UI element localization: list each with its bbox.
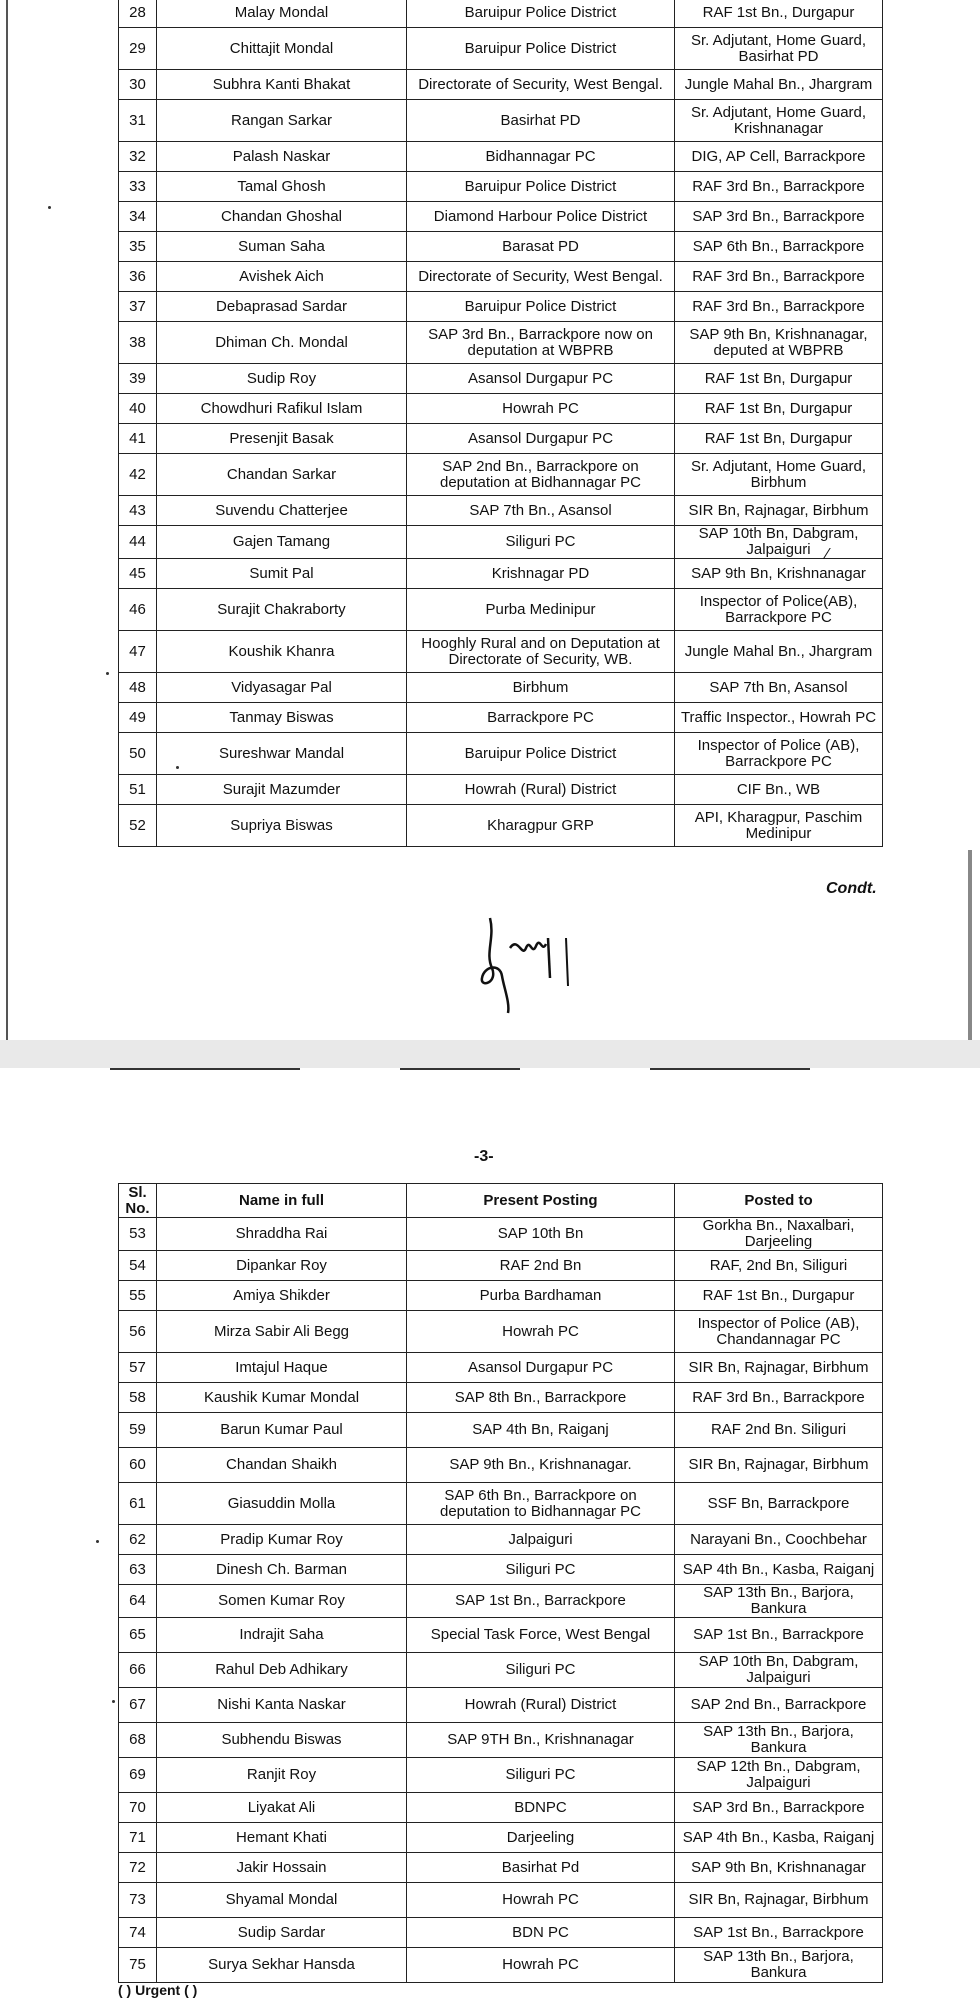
sl-no-cell: 36 — [119, 262, 157, 292]
name-cell: Somen Kumar Roy — [157, 1585, 407, 1618]
present-posting-cell: Purba Bardhaman — [407, 1281, 675, 1311]
present-posting-cell: Purba Medinipur — [407, 589, 675, 631]
table-row — [119, 1251, 883, 1281]
present-posting-cell: Diamond Harbour Police District — [407, 202, 675, 232]
header-rule — [400, 1068, 520, 1070]
posted-to-cell: SIR Bn, Rajnagar, Birbhum — [675, 1883, 883, 1918]
table-row — [119, 1353, 883, 1383]
sl-no-cell: 64 — [119, 1585, 157, 1618]
present-posting-cell: SAP 7th Bn., Asansol — [407, 496, 675, 526]
posted-to-cell: Traffic Inspector., Howrah PC — [675, 703, 883, 733]
name-cell: Tanmay Biswas — [157, 703, 407, 733]
sl-no-cell: 34 — [119, 202, 157, 232]
table-row — [119, 1483, 883, 1525]
sl-no-cell: 65 — [119, 1618, 157, 1653]
table-row — [119, 202, 883, 232]
sl-no-cell: 56 — [119, 1311, 157, 1353]
posted-to-cell: SIR Bn, Rajnagar, Birbhum — [675, 1353, 883, 1383]
sl-no-cell: 31 — [119, 100, 157, 142]
header-sl-no: Sl. No. — [119, 1184, 157, 1218]
table-row — [119, 1688, 883, 1723]
table-row — [119, 1383, 883, 1413]
table-row — [119, 733, 883, 775]
posted-to-cell: Gorkha Bn., Naxalbari, Darjeeling — [675, 1218, 883, 1251]
present-posting-cell: Howrah (Rural) District — [407, 1688, 675, 1723]
sl-no-cell: 74 — [119, 1918, 157, 1948]
name-cell: Suvendu Chatterjee — [157, 496, 407, 526]
table-row — [119, 1653, 883, 1688]
present-posting-cell: Baruipur Police District — [407, 28, 675, 70]
signature-icon — [470, 908, 610, 1018]
table-row — [119, 1555, 883, 1585]
header-name: Name in full — [157, 1184, 407, 1218]
posted-to-cell: SAP 10th Bn, Dabgram, Jalpaiguri — [675, 1653, 883, 1688]
present-posting-cell: Baruipur Police District — [407, 292, 675, 322]
name-cell: Sureshwar Mandal — [157, 733, 407, 775]
sl-no-cell: 35 — [119, 232, 157, 262]
posted-to-cell: SAP 9th Bn, Krishnanagar — [675, 1853, 883, 1883]
posted-to-cell: RAF, 2nd Bn, Siliguri — [675, 1251, 883, 1281]
name-cell: Sudip Roy — [157, 364, 407, 394]
table-header-row — [119, 1184, 883, 1218]
posted-to-cell: SAP 13th Bn., Barjora, Bankura — [675, 1723, 883, 1758]
posted-to-cell: RAF 3rd Bn., Barrackpore — [675, 1383, 883, 1413]
present-posting-cell: SAP 4th Bn, Raiganj — [407, 1413, 675, 1448]
present-posting-cell: Howrah (Rural) District — [407, 775, 675, 805]
name-cell: Jakir Hossain — [157, 1853, 407, 1883]
name-cell: Surya Sekhar Hansda — [157, 1948, 407, 1983]
table-row — [119, 172, 883, 202]
sl-no-cell: 45 — [119, 559, 157, 589]
name-cell: Imtajul Haque — [157, 1353, 407, 1383]
present-posting-cell: SAP 3rd Bn., Barrackpore now on deputation at WBPRB — [407, 322, 675, 364]
table-row — [119, 1618, 883, 1653]
table-row — [119, 673, 883, 703]
sl-no-cell: 29 — [119, 28, 157, 70]
posting-table-body — [119, 1218, 883, 1983]
table-row — [119, 1311, 883, 1353]
table-row — [119, 589, 883, 631]
table-row — [119, 1883, 883, 1918]
sl-no-cell: 28 — [119, 0, 157, 28]
sl-no-cell: 51 — [119, 775, 157, 805]
present-posting-cell: Baruipur Police District — [407, 733, 675, 775]
scan-edge — [968, 850, 972, 1050]
sl-no-cell: 43 — [119, 496, 157, 526]
present-posting-cell: Siliguri PC — [407, 526, 675, 559]
table-row — [119, 1793, 883, 1823]
name-cell: Suman Saha — [157, 232, 407, 262]
present-posting-cell: Siliguri PC — [407, 1555, 675, 1585]
sl-no-cell: 42 — [119, 454, 157, 496]
posted-to-cell: SAP 10th Bn, Dabgram, Jalpaiguri — [675, 526, 883, 559]
name-cell: Palash Naskar — [157, 142, 407, 172]
header-posted-to: Posted to — [675, 1184, 883, 1218]
name-cell: Chandan Ghoshal — [157, 202, 407, 232]
table-row — [119, 1918, 883, 1948]
posting-table — [118, 1183, 883, 1983]
table-row — [119, 1525, 883, 1555]
scan-speck — [106, 672, 109, 675]
present-posting-cell: Siliguri PC — [407, 1653, 675, 1688]
posted-to-cell: Sr. Adjutant, Home Guard, Krishnanagar — [675, 100, 883, 142]
posted-to-cell: SAP 12th Bn., Dabgram, Jalpaiguri — [675, 1758, 883, 1793]
name-cell: Liyakat Ali — [157, 1793, 407, 1823]
posted-to-cell: SAP 3rd Bn., Barrackpore — [675, 202, 883, 232]
table-row — [119, 1413, 883, 1448]
name-cell: Sumit Pal — [157, 559, 407, 589]
posted-to-cell: SAP 7th Bn, Asansol — [675, 673, 883, 703]
posted-to-cell: Jungle Mahal Bn., Jhargram — [675, 631, 883, 673]
present-posting-cell: Special Task Force, West Bengal — [407, 1618, 675, 1653]
present-posting-cell: Jalpaiguri — [407, 1525, 675, 1555]
table-row — [119, 1281, 883, 1311]
posted-to-cell: Narayani Bn., Coochbehar — [675, 1525, 883, 1555]
tick-mark: ⁄ — [826, 546, 829, 563]
table-row — [119, 322, 883, 364]
table-row — [119, 424, 883, 454]
table-row — [119, 232, 883, 262]
present-posting-cell: Siliguri PC — [407, 1758, 675, 1793]
header-present-posting: Present Posting — [407, 1184, 675, 1218]
name-cell: Kaushik Kumar Mondal — [157, 1383, 407, 1413]
header-rule — [650, 1068, 810, 1070]
posted-to-cell: SIR Bn, Rajnagar, Birbhum — [675, 496, 883, 526]
sl-no-cell: 69 — [119, 1758, 157, 1793]
table-row — [119, 1948, 883, 1983]
scan-speck — [176, 766, 179, 769]
posted-to-cell: CIF Bn., WB — [675, 775, 883, 805]
table-row — [119, 70, 883, 100]
name-cell: Indrajit Saha — [157, 1618, 407, 1653]
name-cell: Chandan Sarkar — [157, 454, 407, 496]
present-posting-cell: Darjeeling — [407, 1823, 675, 1853]
present-posting-cell: Krishnagar PD — [407, 559, 675, 589]
name-cell: Presenjit Basak — [157, 424, 407, 454]
posted-to-cell: RAF 1st Bn., Durgapur — [675, 1281, 883, 1311]
table-row — [119, 1758, 883, 1793]
present-posting-cell: Bidhannagar PC — [407, 142, 675, 172]
present-posting-cell: Asansol Durgapur PC — [407, 364, 675, 394]
name-cell: Vidyasagar Pal — [157, 673, 407, 703]
posted-to-cell: SAP 9th Bn, Krishnanagar, deputed at WBPRB — [675, 322, 883, 364]
posted-to-cell: Inspector of Police (AB), Chandannagar PC — [675, 1311, 883, 1353]
name-cell: Chowdhuri Rafikul Islam — [157, 394, 407, 424]
sl-no-cell: 67 — [119, 1688, 157, 1723]
sl-no-cell: 53 — [119, 1218, 157, 1251]
posted-to-cell: SIR Bn, Rajnagar, Birbhum — [675, 1448, 883, 1483]
sl-no-cell: 66 — [119, 1653, 157, 1688]
posted-to-cell: SAP 13th Bn., Barjora, Bankura — [675, 1585, 883, 1618]
sl-no-cell: 47 — [119, 631, 157, 673]
sl-no-cell: 60 — [119, 1448, 157, 1483]
posted-to-cell: RAF 3rd Bn., Barrackpore — [675, 262, 883, 292]
name-cell: Barun Kumar Paul — [157, 1413, 407, 1448]
footer-partial-text: ( ) Urgent ( ) — [118, 1982, 198, 1998]
table-row — [119, 0, 883, 28]
sl-no-cell: 40 — [119, 394, 157, 424]
present-posting-cell: Directorate of Security, West Bengal. — [407, 262, 675, 292]
sl-no-cell: 41 — [119, 424, 157, 454]
present-posting-cell: SAP 8th Bn., Barrackpore — [407, 1383, 675, 1413]
page-separator — [0, 1040, 980, 1068]
sl-no-cell: 30 — [119, 70, 157, 100]
table-row — [119, 364, 883, 394]
name-cell: Nishi Kanta Naskar — [157, 1688, 407, 1723]
name-cell: Supriya Biswas — [157, 805, 407, 847]
name-cell: Debaprasad Sardar — [157, 292, 407, 322]
present-posting-cell: SAP 6th Bn., Barrackpore on deputation to Bidhannagar PC — [407, 1483, 675, 1525]
sl-no-cell: 52 — [119, 805, 157, 847]
posted-to-cell: Sr. Adjutant, Home Guard, Basirhat PD — [675, 28, 883, 70]
sl-no-cell: 62 — [119, 1525, 157, 1555]
posted-to-cell: Jungle Mahal Bn., Jhargram — [675, 70, 883, 100]
posted-to-cell: RAF 1st Bn, Durgapur — [675, 424, 883, 454]
present-posting-cell: Howrah PC — [407, 1883, 675, 1918]
name-cell: Pradip Kumar Roy — [157, 1525, 407, 1555]
present-posting-cell: Baruipur Police District — [407, 0, 675, 28]
table-row — [119, 559, 883, 589]
posted-to-cell: Sr. Adjutant, Home Guard, Birbhum — [675, 454, 883, 496]
present-posting-cell: Howrah PC — [407, 1311, 675, 1353]
continued-note: Condt. — [826, 880, 877, 897]
name-cell: Shyamal Mondal — [157, 1883, 407, 1918]
sl-no-cell: 33 — [119, 172, 157, 202]
name-cell: Subhra Kanti Bhakat — [157, 70, 407, 100]
present-posting-cell: Asansol Durgapur PC — [407, 1353, 675, 1383]
present-posting-cell: Asansol Durgapur PC — [407, 424, 675, 454]
present-posting-cell: SAP 9TH Bn., Krishnanagar — [407, 1723, 675, 1758]
present-posting-cell: Hooghly Rural and on Deputation at Directorate of Security, WB. — [407, 631, 675, 673]
name-cell: Dipankar Roy — [157, 1251, 407, 1281]
sl-no-cell: 46 — [119, 589, 157, 631]
posting-table-body — [119, 0, 883, 847]
sl-no-cell: 58 — [119, 1383, 157, 1413]
sl-no-cell: 70 — [119, 1793, 157, 1823]
table-row — [119, 1823, 883, 1853]
scan-speck — [112, 1700, 115, 1703]
posted-to-cell: SAP 13th Bn., Barjora, Bankura — [675, 1948, 883, 1983]
page-number: -3- — [474, 1148, 494, 1165]
name-cell: Chittajit Mondal — [157, 28, 407, 70]
sl-no-cell: 48 — [119, 673, 157, 703]
sl-no-cell: 38 — [119, 322, 157, 364]
name-cell: Koushik Khanra — [157, 631, 407, 673]
page-margin-line — [6, 0, 8, 1040]
present-posting-cell: Basirhat Pd — [407, 1853, 675, 1883]
posted-to-cell: API, Kharagpur, Paschim Medinipur — [675, 805, 883, 847]
posted-to-cell: RAF 1st Bn, Durgapur — [675, 364, 883, 394]
sl-no-cell: 68 — [119, 1723, 157, 1758]
name-cell: Giasuddin Molla — [157, 1483, 407, 1525]
name-cell: Surajit Mazumder — [157, 775, 407, 805]
present-posting-cell: Birbhum — [407, 673, 675, 703]
posted-to-cell: SAP 6th Bn., Barrackpore — [675, 232, 883, 262]
posted-to-cell: SAP 4th Bn., Kasba, Raiganj — [675, 1823, 883, 1853]
table-row — [119, 1218, 883, 1251]
posted-to-cell: SAP 1st Bn., Barrackpore — [675, 1918, 883, 1948]
table-row — [119, 805, 883, 847]
present-posting-cell: BDNPC — [407, 1793, 675, 1823]
table-row — [119, 1853, 883, 1883]
table-row — [119, 703, 883, 733]
present-posting-cell: SAP 2nd Bn., Barrackpore on deputation at Bidhannagar PC — [407, 454, 675, 496]
posted-to-cell: SAP 1st Bn., Barrackpore — [675, 1618, 883, 1653]
posted-to-cell: RAF 1st Bn, Durgapur — [675, 394, 883, 424]
sl-no-cell: 61 — [119, 1483, 157, 1525]
name-cell: Dinesh Ch. Barman — [157, 1555, 407, 1585]
table-row — [119, 142, 883, 172]
present-posting-cell: SAP 9th Bn., Krishnanagar. — [407, 1448, 675, 1483]
sl-no-cell: 54 — [119, 1251, 157, 1281]
name-cell: Amiya Shikder — [157, 1281, 407, 1311]
table-row — [119, 1448, 883, 1483]
sl-no-cell: 75 — [119, 1948, 157, 1983]
name-cell: Rangan Sarkar — [157, 100, 407, 142]
table-row — [119, 775, 883, 805]
sl-no-cell: 55 — [119, 1281, 157, 1311]
name-cell: Subhendu Biswas — [157, 1723, 407, 1758]
name-cell: Chandan Shaikh — [157, 1448, 407, 1483]
sl-no-cell: 59 — [119, 1413, 157, 1448]
sl-no-cell: 37 — [119, 292, 157, 322]
sl-no-cell: 73 — [119, 1883, 157, 1918]
posted-to-cell: SSF Bn, Barrackpore — [675, 1483, 883, 1525]
table-row — [119, 292, 883, 322]
sl-no-cell: 50 — [119, 733, 157, 775]
header-rule — [110, 1068, 300, 1070]
name-cell: Surajit Chakraborty — [157, 589, 407, 631]
table-row — [119, 526, 883, 559]
sl-no-cell: 44 — [119, 526, 157, 559]
sl-no-cell: 39 — [119, 364, 157, 394]
present-posting-cell: Barasat PD — [407, 232, 675, 262]
sl-no-cell: 32 — [119, 142, 157, 172]
posted-to-cell: SAP 4th Bn., Kasba, Raiganj — [675, 1555, 883, 1585]
posted-to-cell: RAF 2nd Bn. Siliguri — [675, 1413, 883, 1448]
name-cell: Ranjit Roy — [157, 1758, 407, 1793]
scan-speck — [96, 1540, 99, 1543]
table-row — [119, 1723, 883, 1758]
posted-to-cell: RAF 3rd Bn., Barrackpore — [675, 292, 883, 322]
name-cell: Mirza Sabir Ali Begg — [157, 1311, 407, 1353]
posted-to-cell: SAP 3rd Bn., Barrackpore — [675, 1793, 883, 1823]
scan-speck — [48, 206, 51, 209]
posted-to-cell: DIG, AP Cell, Barrackpore — [675, 142, 883, 172]
sl-no-cell: 63 — [119, 1555, 157, 1585]
name-cell: Hemant Khati — [157, 1823, 407, 1853]
sl-no-cell: 71 — [119, 1823, 157, 1853]
table-row — [119, 28, 883, 70]
name-cell: Avishek Aich — [157, 262, 407, 292]
table-row — [119, 631, 883, 673]
table-row — [119, 496, 883, 526]
posted-to-cell: SAP 2nd Bn., Barrackpore — [675, 1688, 883, 1723]
present-posting-cell: SAP 1st Bn., Barrackpore — [407, 1585, 675, 1618]
table-row — [119, 100, 883, 142]
table-row — [119, 262, 883, 292]
present-posting-cell: Barrackpore PC — [407, 703, 675, 733]
name-cell: Sudip Sardar — [157, 1918, 407, 1948]
present-posting-cell: Kharagpur GRP — [407, 805, 675, 847]
posted-to-cell: RAF 3rd Bn., Barrackpore — [675, 172, 883, 202]
posting-table-continued — [118, 0, 883, 847]
name-cell: Gajen Tamang — [157, 526, 407, 559]
name-cell: Shraddha Rai — [157, 1218, 407, 1251]
sl-no-cell: 57 — [119, 1353, 157, 1383]
name-cell: Tamal Ghosh — [157, 172, 407, 202]
posted-to-cell: Inspector of Police (AB), Barrackpore PC — [675, 733, 883, 775]
present-posting-cell: Directorate of Security, West Bengal. — [407, 70, 675, 100]
table-row — [119, 1585, 883, 1618]
present-posting-cell: BDN PC — [407, 1918, 675, 1948]
sl-no-cell: 72 — [119, 1853, 157, 1883]
present-posting-cell: SAP 10th Bn — [407, 1218, 675, 1251]
posted-to-cell: RAF 1st Bn., Durgapur — [675, 0, 883, 28]
table-row — [119, 394, 883, 424]
present-posting-cell: Howrah PC — [407, 394, 675, 424]
present-posting-cell: Basirhat PD — [407, 100, 675, 142]
name-cell: Rahul Deb Adhikary — [157, 1653, 407, 1688]
present-posting-cell: Howrah PC — [407, 1948, 675, 1983]
present-posting-cell: Baruipur Police District — [407, 172, 675, 202]
name-cell: Dhiman Ch. Mondal — [157, 322, 407, 364]
present-posting-cell: RAF 2nd Bn — [407, 1251, 675, 1281]
name-cell: Malay Mondal — [157, 0, 407, 28]
sl-no-cell: 49 — [119, 703, 157, 733]
table-row — [119, 454, 883, 496]
posted-to-cell: Inspector of Police(AB), Barrackpore PC — [675, 589, 883, 631]
posted-to-cell: SAP 9th Bn, Krishnanagar — [675, 559, 883, 589]
